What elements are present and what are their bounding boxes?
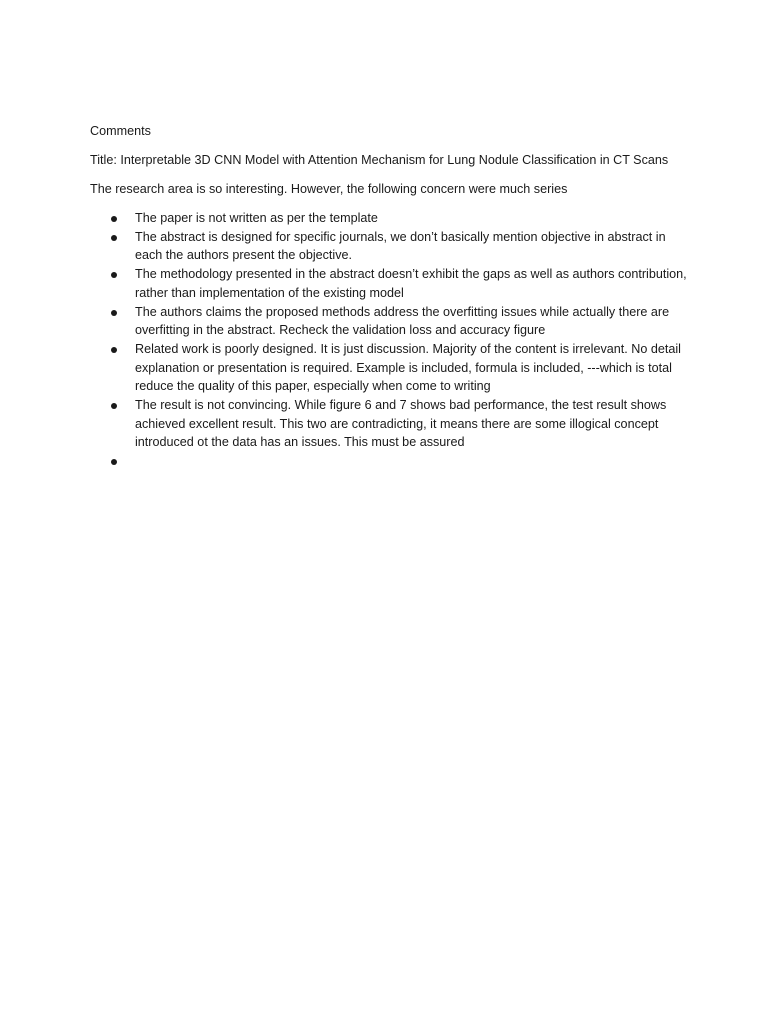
list-item-text: The result is not convincing. While figure 6 and 7 shows bad performance, the test result shows achieved excellent result. This two are contradicting, it means there are some illogical concept introduced ot the data has an issues. This must be assured: [135, 398, 667, 450]
list-item-text: The abstract is designed for specific journals, we don’t basically mention objective in abstract in each the authors present the objective.: [135, 229, 666, 263]
list-item: [90, 396, 695, 452]
list-item: [90, 303, 695, 340]
list-item: [90, 228, 695, 265]
document-page: [90, 122, 690, 471]
bullet-icon: [111, 310, 117, 316]
bullet-icon: [111, 347, 117, 353]
list-item: [90, 209, 695, 228]
paper-title: Title: Interpretable 3D CNN Model with Attention Mechanism for Lung Nodule Classification in CT Scans: [90, 153, 669, 167]
intro-paragraph: The research area is so interesting. However, the following concern were much series: [90, 182, 568, 196]
bullet-icon: [111, 235, 117, 241]
list-item-text: The methodology presented in the abstract doesn’t exhibit the gaps as well as authors contribution, rather than implementation of the existing model: [135, 267, 687, 300]
list-item-text: The authors claims the proposed methods address the overfitting issues while actually there are overfitting in the abstract. Recheck the validation loss and accuracy figure: [135, 304, 670, 338]
bullet-icon: [111, 459, 117, 465]
bullet-icon: [111, 216, 117, 222]
list-item: [90, 340, 695, 396]
bullet-icon: [111, 272, 117, 278]
bullet-icon: [111, 403, 117, 409]
list-item-empty: [90, 452, 695, 471]
list-item: [90, 265, 695, 302]
list-item-text: Related work is poorly designed. It is just discussion. Majority of the content is irrelevant. No detail explanation or presentation is required. Example is included, formula is included, ---which is total reduce the quality of this paper, especially when come to writing: [135, 341, 681, 394]
comments-heading: Comments: [90, 124, 151, 138]
list-item-text: The paper is not written as per the template: [135, 211, 378, 225]
comment-list: [90, 209, 690, 471]
